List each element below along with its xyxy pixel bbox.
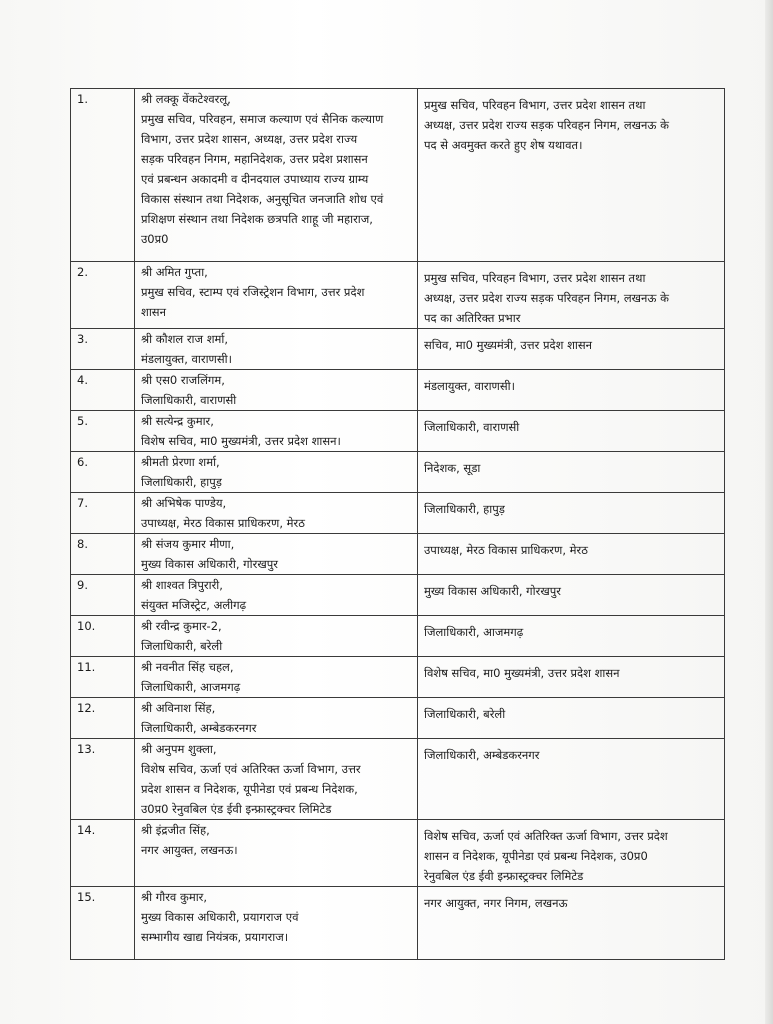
new-post-line: नगर आयुक्त, नगर निगम, लखनऊ	[424, 896, 568, 910]
new-post-text	[424, 534, 720, 560]
new-post-line: पद का अतिरिक्त प्रभार	[424, 311, 521, 325]
officer-name: श्री कौशल राज शर्मा,	[141, 332, 229, 346]
current-post-cell	[135, 657, 418, 698]
officer-name: श्री संजय कुमार मीणा,	[141, 537, 235, 551]
officer-name: श्री अभिषेक पाण्डेय,	[141, 496, 227, 510]
current-post-line: उ0प्र0	[141, 232, 169, 246]
current-post-line: संयुक्त मजिस्ट्रेट, अलीगढ़	[141, 598, 247, 612]
current-post-line: मुख्य विकास अधिकारी, प्रयागराज एवं	[141, 910, 299, 924]
new-post-cell	[418, 262, 725, 329]
current-post-line: जिलाधिकारी, अम्बेडकरनगर	[141, 721, 257, 735]
table-row	[71, 698, 725, 739]
current-post-text	[141, 452, 413, 492]
table-row	[71, 262, 725, 329]
new-post-line: मुख्य विकास अधिकारी, गोरखपुर	[424, 584, 561, 598]
current-post-text	[141, 370, 413, 410]
new-post-text	[424, 89, 720, 155]
new-post-cell	[418, 534, 725, 575]
new-post-text	[424, 575, 720, 601]
new-post-text	[424, 698, 720, 724]
new-post-line: शासन व निदेशक, यूपीनेडा एवं प्रबन्ध निदेशक, उ0प्र0	[424, 849, 648, 863]
current-post-cell	[135, 329, 418, 370]
table-row	[71, 452, 725, 493]
new-post-text	[424, 739, 720, 765]
current-post-text	[141, 739, 413, 819]
new-post-line: जिलाधिकारी, आजमगढ़	[424, 625, 524, 639]
new-post-line: विशेष सचिव, मा0 मुख्यमंत्री, उत्तर प्रदेश शासन	[424, 666, 620, 680]
current-post-text	[141, 887, 413, 947]
current-post-line: विशेष सचिव, मा0 मुख्यमंत्री, उत्तर प्रदेश शासन।	[141, 434, 341, 448]
new-post-line: सचिव, मा0 मुख्यमंत्री, उत्तर प्रदेश शासन	[424, 338, 593, 352]
new-post-cell	[418, 820, 725, 887]
table-row	[71, 89, 725, 262]
table-row	[71, 616, 725, 657]
new-post-line: अध्यक्ष, उत्तर प्रदेश राज्य सड़क परिवहन निगम, लखनऊ के	[424, 291, 669, 305]
current-post-line: विभाग, उत्तर प्रदेश शासन, अध्यक्ष, उत्तर प्रदेश राज्य	[141, 132, 358, 146]
row-number: 8.	[71, 534, 135, 575]
table-row	[71, 739, 725, 820]
row-number: 5.	[71, 411, 135, 452]
officer-name: श्री इंद्रजीत सिंह,	[141, 823, 210, 837]
current-post-cell	[135, 89, 418, 262]
current-post-text	[141, 89, 413, 249]
new-post-line: मंडलायुक्त, वाराणसी।	[424, 379, 515, 393]
new-post-cell	[418, 739, 725, 820]
new-post-line: रेनुवबिल एंड ईवी इन्फ्रास्ट्रक्चर लिमिटेड	[424, 869, 584, 883]
row-number: 12.	[71, 698, 135, 739]
current-post-text	[141, 657, 413, 697]
current-post-cell	[135, 698, 418, 739]
row-number: 4.	[71, 370, 135, 411]
row-number: 2.	[71, 262, 135, 329]
row-number: 15.	[71, 887, 135, 960]
new-post-text	[424, 262, 720, 328]
officer-name: श्री अविनाश सिंह,	[141, 701, 216, 715]
current-post-line: एवं प्रबन्धन अकादमी व दीनदयाल उपाध्याय राज्य ग्राम्य	[141, 172, 369, 186]
officer-name: श्रीमती प्रेरणा शर्मा,	[141, 455, 220, 469]
new-post-line: पद से अवमुक्त करते हुए शेष यथावत।	[424, 138, 583, 152]
officer-name: श्री एस0 राजलिंगम,	[141, 373, 225, 387]
current-post-line: प्रमुख सचिव, परिवहन, समाज कल्याण एवं सैनिक कल्याण	[141, 112, 384, 126]
new-post-line: जिलाधिकारी, वाराणसी	[424, 420, 520, 434]
current-post-line: प्रदेश शासन व निदेशक, यूपीनेडा एवं प्रबन्ध निदेशक,	[141, 782, 358, 796]
new-post-line: जिलाधिकारी, अम्बेडकरनगर	[424, 748, 540, 762]
new-post-cell	[418, 452, 725, 493]
current-post-cell	[135, 887, 418, 960]
new-post-line: अध्यक्ष, उत्तर प्रदेश राज्य सड़क परिवहन निगम, लखनऊ के	[424, 118, 669, 132]
current-post-text	[141, 411, 413, 451]
row-number: 1.	[71, 89, 135, 262]
current-post-line: विकास संस्थान तथा निदेशक, अनुसूचित जनजाति शोध एवं	[141, 192, 384, 206]
row-number: 10.	[71, 616, 135, 657]
table-row	[71, 411, 725, 452]
current-post-cell	[135, 452, 418, 493]
new-post-cell	[418, 657, 725, 698]
current-post-line: जिलाधिकारी, वाराणसी	[141, 393, 237, 407]
new-post-cell	[418, 616, 725, 657]
new-post-text	[424, 493, 720, 519]
new-post-line: जिलाधिकारी, बरेली	[424, 707, 506, 721]
table-row	[71, 575, 725, 616]
new-post-cell	[418, 89, 725, 262]
new-post-text	[424, 820, 720, 886]
current-post-cell	[135, 534, 418, 575]
officer-name: श्री सत्येन्द्र कुमार,	[141, 414, 214, 428]
current-post-line: उ0प्र0 रेनुवबिल एंड ईवी इन्फ्रास्ट्रक्चर लिमिटेड	[141, 802, 332, 816]
new-post-text	[424, 329, 720, 355]
officer-name: श्री शाश्वत त्रिपुरारी,	[141, 578, 223, 592]
current-post-text	[141, 820, 413, 860]
current-post-line: प्रमुख सचिव, स्टाम्प एवं रजिस्ट्रेशन विभाग, उत्तर प्रदेश	[141, 285, 365, 299]
current-post-line: मुख्य विकास अधिकारी, गोरखपुर	[141, 557, 278, 571]
new-post-text	[424, 616, 720, 642]
new-post-text	[424, 370, 720, 396]
current-post-cell	[135, 370, 418, 411]
current-post-text	[141, 329, 413, 369]
current-post-cell	[135, 820, 418, 887]
table-row	[71, 657, 725, 698]
officer-name: श्री गौरव कुमार,	[141, 890, 208, 904]
current-post-cell	[135, 616, 418, 657]
new-post-cell	[418, 493, 725, 534]
new-post-text	[424, 887, 720, 913]
current-post-text	[141, 575, 413, 615]
new-post-line: उपाध्यक्ष, मेरठ विकास प्राधिकरण, मेरठ	[424, 543, 588, 557]
officer-name: श्री अमित गुप्ता,	[141, 265, 208, 279]
new-post-line: जिलाधिकारी, हापुड़	[424, 502, 505, 516]
current-post-line: प्रशिक्षण संस्थान तथा निदेशक छत्रपति शाहू जी महाराज,	[141, 212, 373, 226]
new-post-cell	[418, 575, 725, 616]
table-row	[71, 370, 725, 411]
current-post-cell	[135, 493, 418, 534]
transfer-table	[70, 88, 725, 960]
current-post-line: उपाध्यक्ष, मेरठ विकास प्राधिकरण, मेरठ	[141, 516, 305, 530]
current-post-cell	[135, 575, 418, 616]
current-post-line: सड़क परिवहन निगम, महानिदेशक, उत्तर प्रदेश प्रशासन	[141, 152, 368, 166]
new-post-line: विशेष सचिव, ऊर्जा एवं अतिरिक्त ऊर्जा विभाग, उत्तर प्रदेश	[424, 829, 668, 843]
paper-edge	[765, 0, 773, 1024]
current-post-cell	[135, 411, 418, 452]
table-row	[71, 534, 725, 575]
current-post-cell	[135, 262, 418, 329]
table-row	[71, 329, 725, 370]
new-post-cell	[418, 329, 725, 370]
current-post-line: सम्भागीय खाद्य नियंत्रक, प्रयागराज।	[141, 930, 289, 944]
new-post-line: प्रमुख सचिव, परिवहन विभाग, उत्तर प्रदेश शासन तथा	[424, 98, 646, 112]
new-post-cell	[418, 411, 725, 452]
row-number: 13.	[71, 739, 135, 820]
new-post-cell	[418, 370, 725, 411]
transfer-table-body	[71, 89, 725, 960]
table-row	[71, 820, 725, 887]
new-post-line: प्रमुख सचिव, परिवहन विभाग, उत्तर प्रदेश शासन तथा	[424, 271, 646, 285]
row-number: 14.	[71, 820, 135, 887]
current-post-line: जिलाधिकारी, हापुड़	[141, 475, 222, 489]
table-row	[71, 493, 725, 534]
row-number: 3.	[71, 329, 135, 370]
current-post-text	[141, 534, 413, 574]
new-post-line: निदेशक, सूडा	[424, 461, 481, 475]
new-post-cell	[418, 887, 725, 960]
officer-name: श्री नवनीत सिंह चहल,	[141, 660, 234, 674]
officer-name: श्री रवीन्द्र कुमार-2,	[141, 619, 222, 633]
new-post-text	[424, 657, 720, 683]
officer-name: श्री अनुपम शुक्ला,	[141, 742, 217, 756]
new-post-text	[424, 452, 720, 478]
officer-name: श्री लक्कू वेंकटेश्वरलू,	[141, 92, 231, 106]
current-post-text	[141, 616, 413, 656]
current-post-text	[141, 262, 413, 322]
row-number: 7.	[71, 493, 135, 534]
current-post-cell	[135, 739, 418, 820]
current-post-line: शासन	[141, 305, 166, 319]
current-post-line: जिलाधिकारी, बरेली	[141, 639, 223, 653]
current-post-line: जिलाधिकारी, आजमगढ़	[141, 680, 241, 694]
current-post-line: विशेष सचिव, ऊर्जा एवं अतिरिक्त ऊर्जा विभाग, उत्तर	[141, 762, 361, 776]
current-post-line: नगर आयुक्त, लखनऊ।	[141, 843, 238, 857]
row-number: 9.	[71, 575, 135, 616]
current-post-text	[141, 698, 413, 738]
row-number: 11.	[71, 657, 135, 698]
current-post-text	[141, 493, 413, 533]
new-post-text	[424, 411, 720, 437]
table-row	[71, 887, 725, 960]
current-post-line: मंडलायुक्त, वाराणसी।	[141, 352, 232, 366]
new-post-cell	[418, 698, 725, 739]
row-number: 6.	[71, 452, 135, 493]
